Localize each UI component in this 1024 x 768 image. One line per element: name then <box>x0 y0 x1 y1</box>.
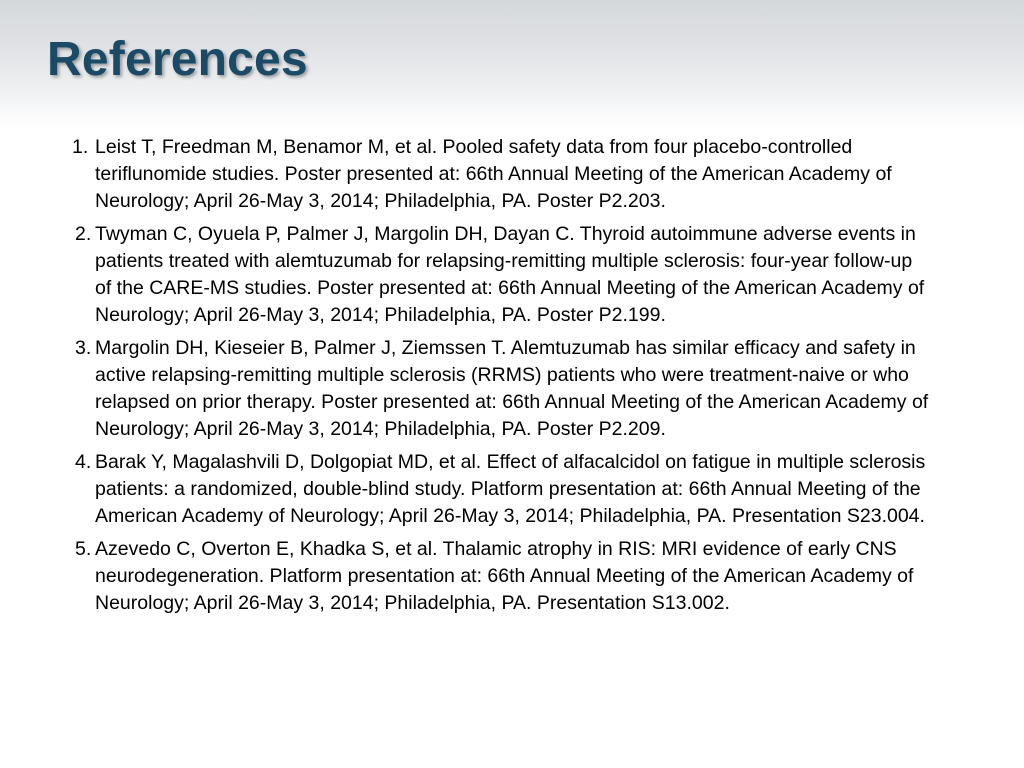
slide-title: References <box>47 33 308 86</box>
reference-text: Azevedo C, Overton E, Khadka S, et al. Thalamic atrophy in RIS: MRI evidence of early CNS neurodegeneration. Platform presentation at: 66th Annual Meeting of the American Academy of Neurology; April 26-May 3, 2014; Philadelphia, PA. Presentation S13.002. <box>95 538 914 614</box>
reference-text: Leist T, Freedman M, Benamor M, et al. Pooled safety data from four placebo-controlled teriflunomide studies. Poster presented at: 66th Annual Meeting of the American Academy of Neurology; April 26-May 3, 2014; Philadelphia, PA. Poster P2.203. <box>95 136 892 212</box>
reference-number: 1. <box>72 136 89 158</box>
reference-number: 5. <box>75 538 92 560</box>
reference-number: 3. <box>75 337 92 359</box>
reference-item-5 <box>62 536 932 617</box>
reference-number: 2. <box>75 223 92 245</box>
reference-item-2 <box>62 221 932 329</box>
reference-list <box>62 134 932 623</box>
reference-item-1 <box>62 134 932 215</box>
reference-text: Twyman C, Oyuela P, Palmer J, Margolin DH, Dayan C. Thyroid autoimmune adverse events in patients treated with alemtuzumab for relapsing-remitting multiple sclerosis: four-year follow-up of the CARE-MS studies. Poster presented at: 66th Annual Meeting of the American Academy of Neurology; April 26-May 3, 2014; Philadelphia, PA. Poster P2.199. <box>95 223 925 326</box>
reference-number: 4. <box>75 451 92 473</box>
reference-text: Barak Y, Magalashvili D, Dolgopiat MD, et al. Effect of alfacalcidol on fatigue in multiple sclerosis patients: a randomized, double-blind study. Platform presentation at: 66th Annual Meeting of the American Academy of Neurology; April 26-May 3, 2014; Philadelphia, PA. Presentation S23.004. <box>95 451 926 527</box>
reference-item-4 <box>62 449 932 530</box>
reference-item-3 <box>62 335 932 443</box>
reference-text: Margolin DH, Kieseier B, Palmer J, Ziemssen T. Alemtuzumab has similar efficacy and safety in active relapsing-remitting multiple sclerosis (RRMS) patients who were treatment-naive or who relapsed on prior therapy. Poster presented at: 66th Annual Meeting of the American Academy of Neurology; April 26-May 3, 2014; Philadelphia, PA. Poster P2.209. <box>95 337 929 440</box>
